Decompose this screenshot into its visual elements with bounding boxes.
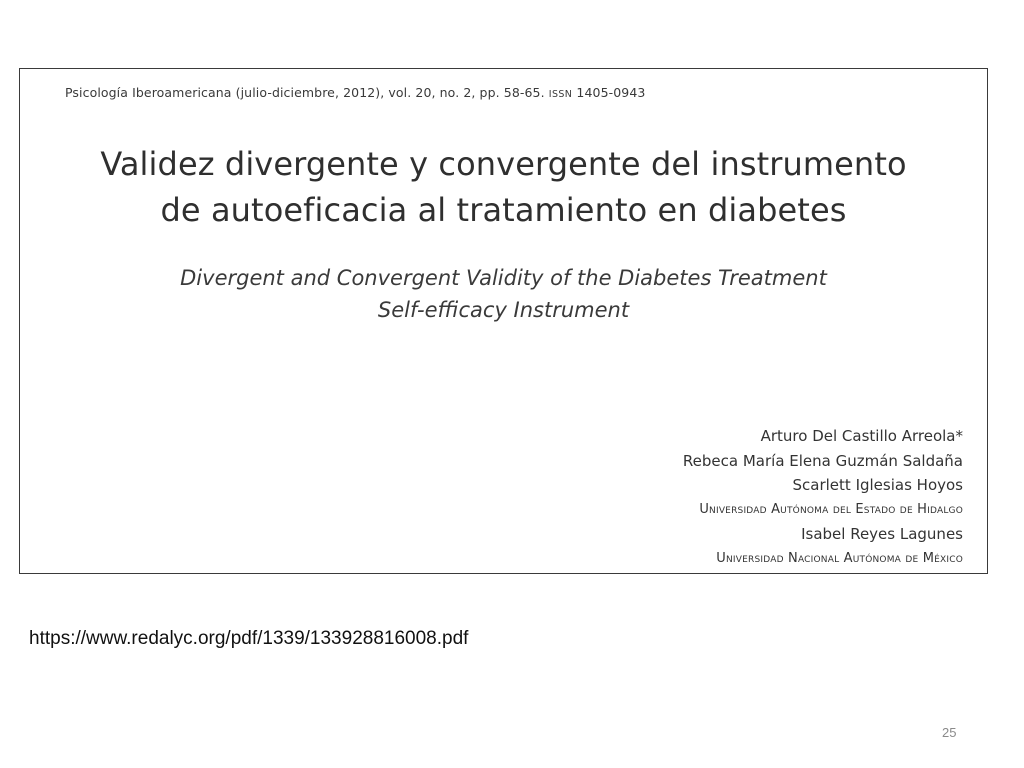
spanish-title xyxy=(20,141,987,233)
paper-title-page-image xyxy=(19,68,988,574)
spanish-title-line-1: Validez divergente y convergente del instrumento xyxy=(100,145,907,183)
author-name: Isabel Reyes Lagunes xyxy=(801,525,963,543)
author-affiliation: Universidad Nacional Autónoma de México xyxy=(716,550,963,566)
english-title xyxy=(20,262,987,326)
journal-citation xyxy=(65,85,645,100)
author-affiliation: Universidad Autónoma del Estado de Hidalgo xyxy=(699,501,963,517)
author-name: Arturo Del Castillo Arreola* xyxy=(760,427,963,445)
citation-text: Psicología Iberoamericana (julio-diciembre, 2012), vol. 20, no. 2, pp. 58-65. xyxy=(65,85,545,100)
spanish-title-line-2: de autoeficacia al tratamiento en diabetes xyxy=(160,191,847,229)
english-title-line-2: Self-efficacy Instrument xyxy=(377,298,630,322)
author-name: Scarlett Iglesias Hoyos xyxy=(792,476,963,494)
slide-number: 25 xyxy=(942,725,957,740)
author-list xyxy=(683,424,963,571)
author-name: Rebeca María Elena Guzmán Saldaña xyxy=(682,451,963,470)
issn-label: ISSN xyxy=(548,89,573,100)
english-title-line-1: Divergent and Convergent Validity of the Diabetes Treatment xyxy=(180,266,827,290)
issn-number: 1405-0943 xyxy=(576,85,646,100)
source-url-link[interactable]: https://www.redalyc.org/pdf/1339/133928816008.pdf xyxy=(29,628,469,649)
